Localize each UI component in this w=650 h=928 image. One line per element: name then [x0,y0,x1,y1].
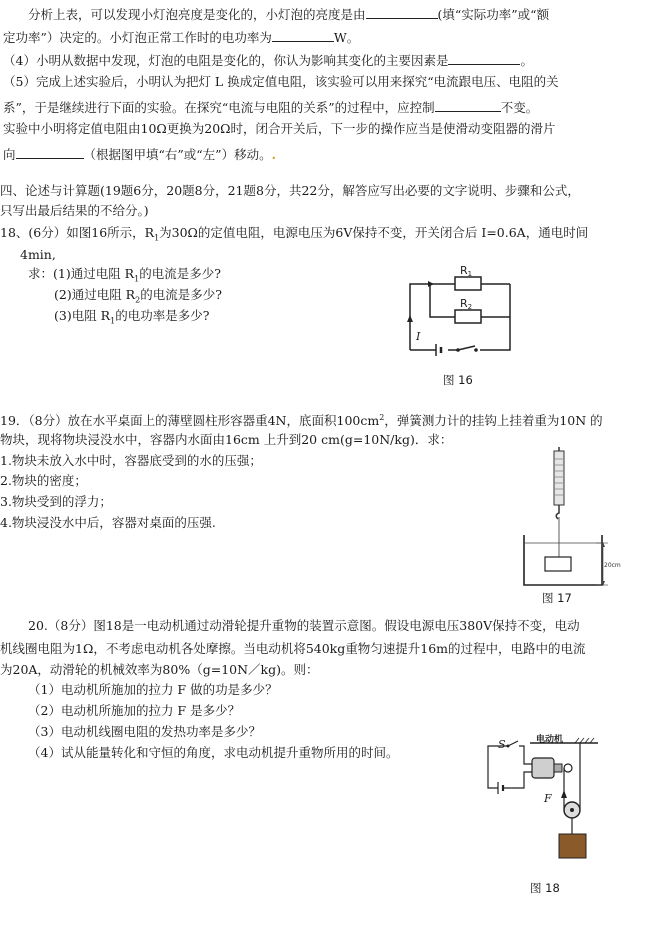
figure-caption: 图 17 [542,591,572,605]
list-item: 4.物块浸没水中后，容器对桌面的压强. [0,515,216,530]
list-item: （3）电动机线圈电阻的发热功率是多少？ [28,724,261,739]
text-line: (3)电阻 $R_1$的电功率是多少? [54,308,210,326]
current-label: I [416,330,421,343]
text-line: 为20A，动滑轮的机械效率为80%（g=10N／kg)。则： [0,662,319,677]
circuit-diagram-fig16 [400,262,530,362]
answer-blank[interactable] [272,28,334,42]
text-line: （5）完成上述实验后，小明认为把灯 L 换成定值电阻，该实验可以用来探究“电流跟电压、电阻的关 [3,74,559,89]
r1-label: R1 [460,264,473,278]
text-line: 机线圈电阻为1Ω，不考虑电动机各处摩擦。当电动机将540kg重物匀速提升16m的过程中，电路中的电流 [0,641,586,656]
text-line: 求：(1)通过电阻 $R_1$的电流是多少? [28,266,221,284]
motor-label: 电动机 [536,735,564,745]
r2-label: R2 [460,297,473,311]
answer-blank[interactable] [16,145,84,159]
list-item: （4）试从能量转化和守恒的角度，求电动机提升重物所用的时间。 [28,745,399,760]
text-line: 定功率”）决定的。小灯泡正常工作时的电功率为 W。 [3,30,360,45]
depth-label: 20cm [604,562,621,569]
text-line: 向 （根据图甲填“右”或“左”）移动。. [3,147,276,162]
text-line: （4）小明从数据中发现，灯泡的电阻是变化的，你认为影响其变化的主要因素是 。 [3,53,533,68]
text-line: (2)通过电阻 $R_2$的电流是多少? [54,287,222,305]
answer-blank[interactable] [435,98,501,112]
force-label: F [544,792,552,805]
list-item: 3.物块受到的浮力； [0,494,112,509]
question-19-text: 19．（8分）放在水平桌面上的薄壁圆柱形容器重4N，底面积$100cm^2$，弹簧测力计的挂钩上挂着重为10N 的 [0,413,603,429]
figure-caption: 图 16 [443,373,473,387]
figure-caption: 图 18 [530,881,560,895]
text-line: 系”，于是继续进行下面的实验。在探究“电流与电阻的关系”的过程中，应控制 不变。 [3,100,539,115]
section-heading: 只写出最后结果的不给分。) [0,203,149,218]
text-line: 4min, [20,247,56,262]
text-line: 分析上表，可以发现小灯泡亮度是变化的，小灯泡的亮度是由 (填“实际功率”或“额 [28,7,550,22]
list-item: （1）电动机所施加的拉力 F 做的功是多少？ [28,682,278,697]
question-20-text: 20.（8分）图18是一电动机通过动滑轮提升重物的装置示意图。假设电源电压380V保持不变，电动 [28,618,580,633]
answer-blank[interactable] [448,51,520,65]
spring-scale-diagram-fig17 [510,447,622,592]
text-line: 物块，现将物块浸没水中，容器内水面由16cm 上升到20 cm(g=10N/kg)．求： [0,432,453,447]
list-item: （2）电动机所施加的拉力 F 是多少？ [28,703,241,718]
list-item: 1.物块未放入水中时，容器底受到的水的压强； [0,453,262,468]
switch-label: S [498,738,506,751]
section-heading: 四、论述与计算题(19题6分，20题8分，21题8分，共22分，解答应写出必要的文字说明、步骤和公式， [0,183,580,198]
text-line: 实验中小明将定值电阻由10Ω更换为20Ω时，闭合开关后，下一步的操作应当是使滑动变阻器的滑片 [3,121,556,136]
question-18-text: 18、(6分）如图16所示，$R_1$为30Ω的定值电阻，电源电压为6V保持不变，开关闭合后 I=0.6A，通电时间 [0,225,589,243]
motor-pulley-diagram-fig18 [480,728,600,868]
list-item: 2.物块的密度； [0,473,87,488]
answer-blank[interactable] [366,5,438,19]
